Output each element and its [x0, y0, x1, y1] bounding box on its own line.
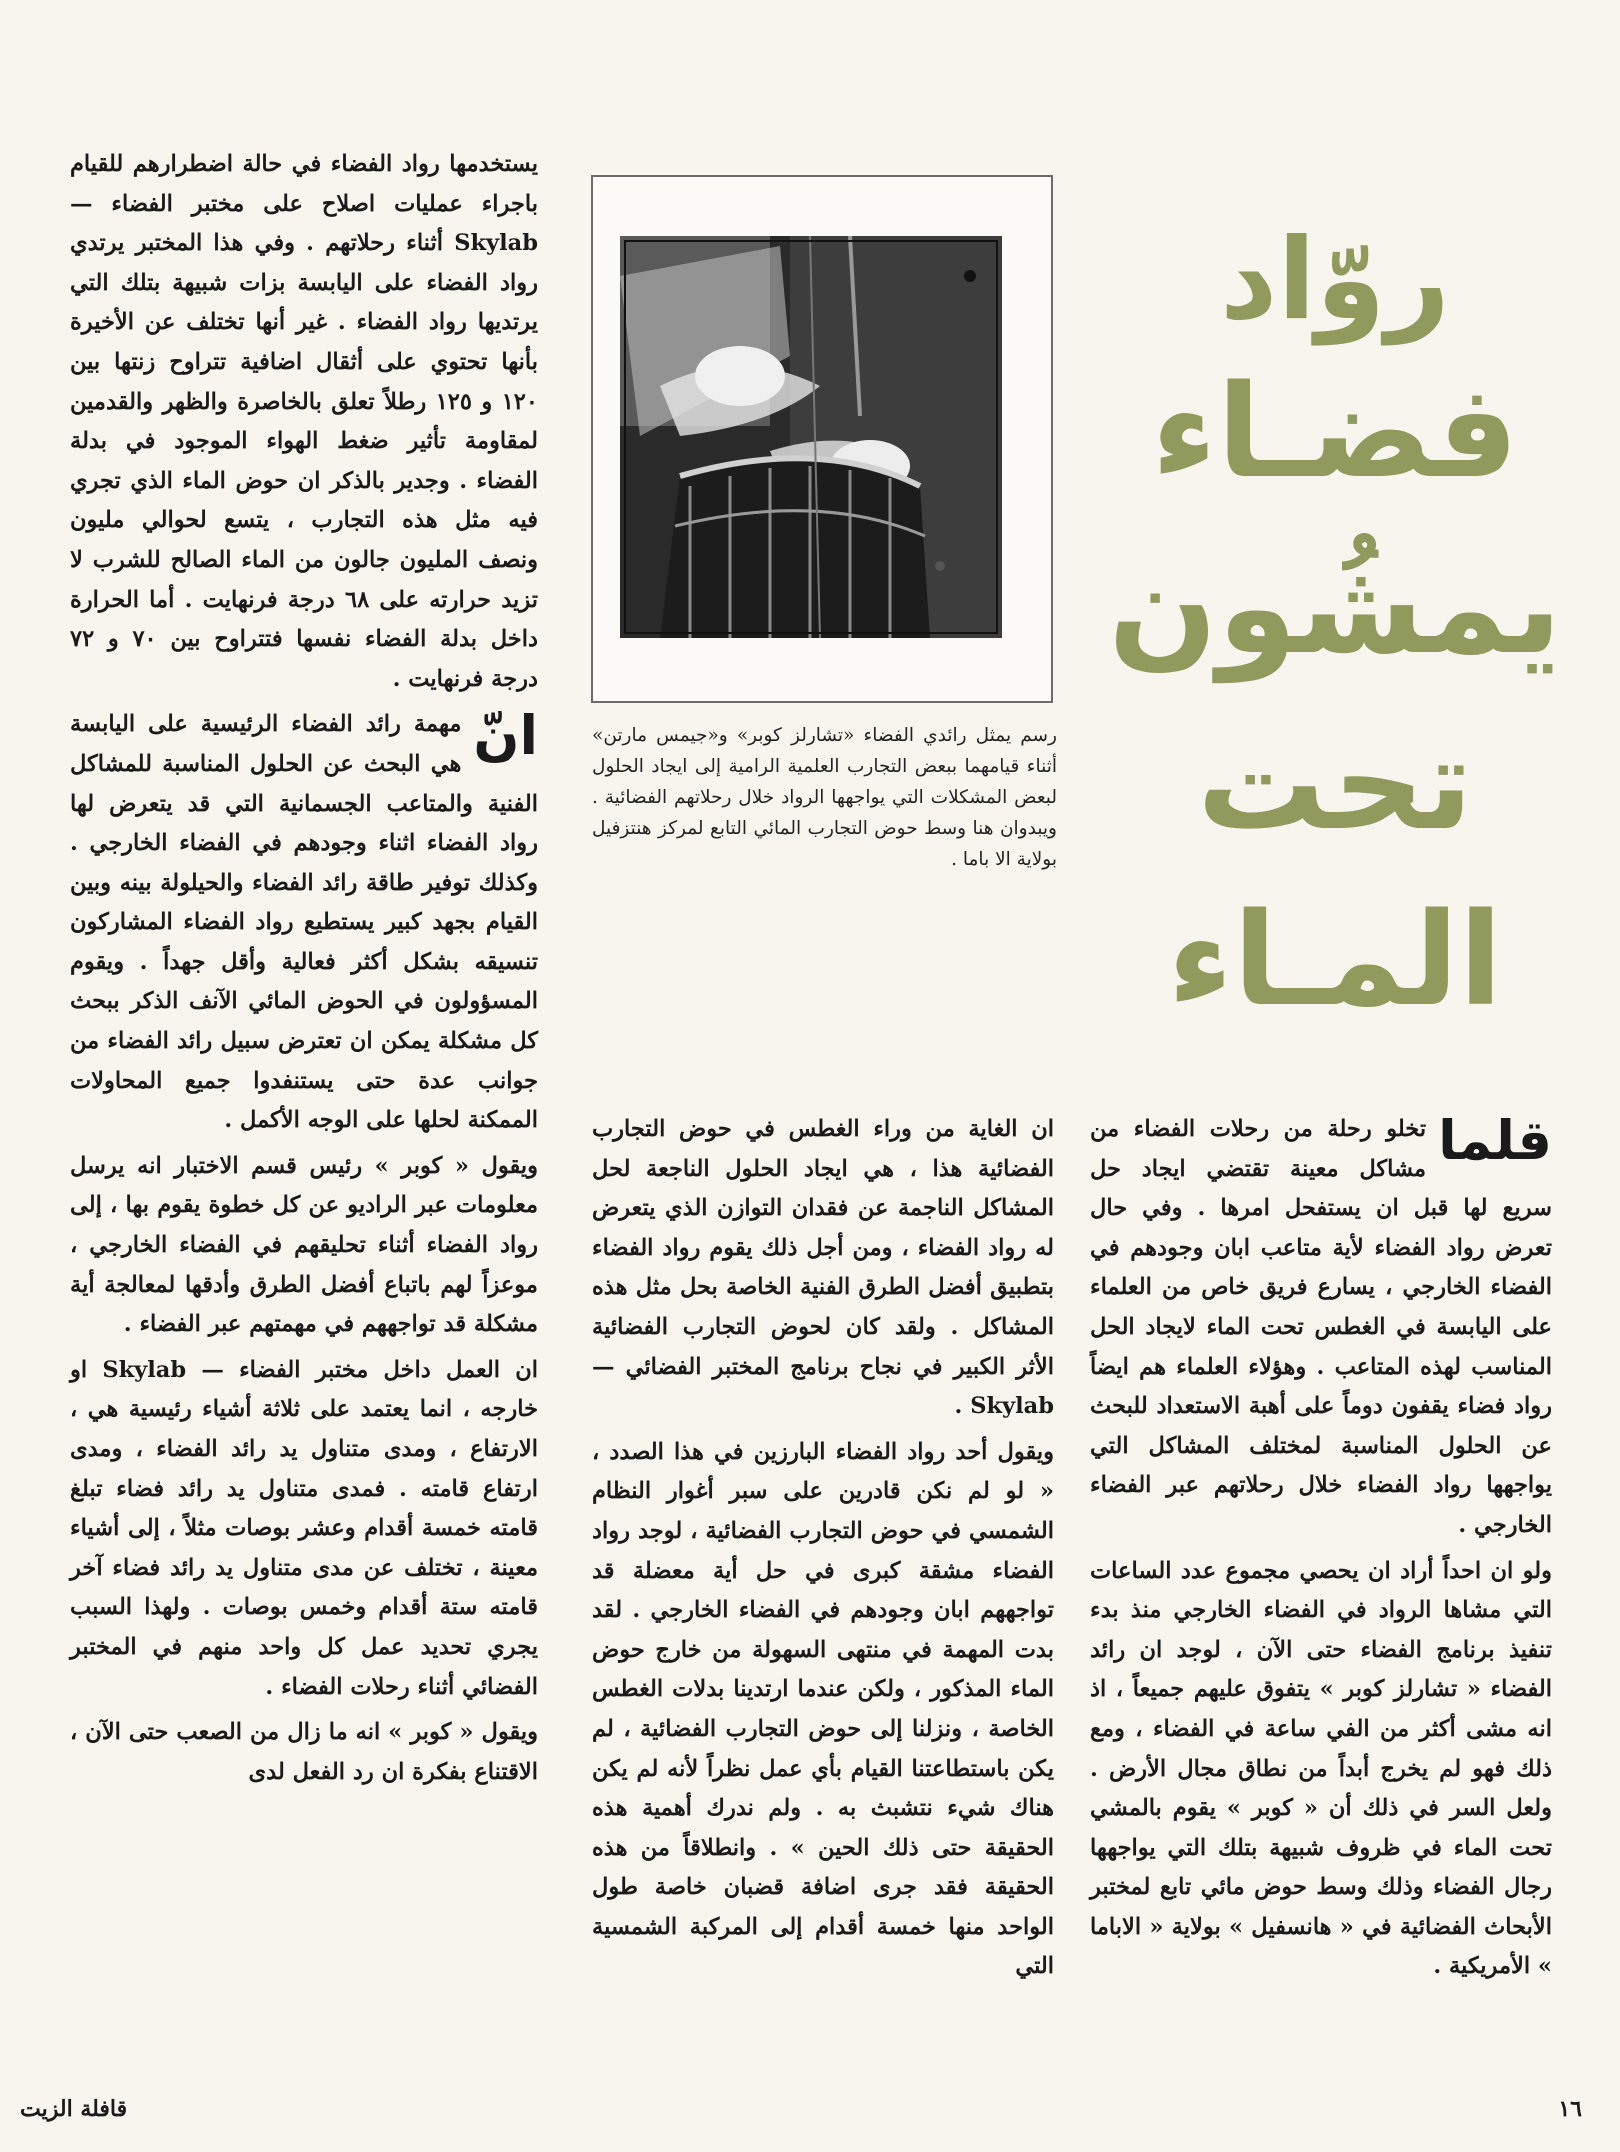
left-paragraph-4: ان العمل داخل مختبر الفضاء — Skylab او خارجه ، انما يعتمد على ثلاثة أشياء رئيسية هي ، الارتفاع ، ومدى متناول يد رائد الفضاء ، ومدى ارتفاع قامته . فمدى متناول يد رائد فضاء تبلغ قامته خمسة أقدام وعشر بوصات مثلاً ، إلى أشياء معينة ، تختلف عن مدى متناول يد رائد فضاء آخر قامته ستة أقدام وخمس بوصات . ولهذا السبب يجري تحديد عمل كل واحد منهم في المختبر الفضائي أثناء رحلات الفضاء . — [70, 1356, 538, 1700]
middle-paragraph-1: ان الغاية من وراء الغطس في حوض التجارب الفضائية هذا ، هي ايجاد الحلول الناجعة لحل المشاكل الناجمة عن فقدان التوازن الذي يتعرض له رواد الفضاء ، ومن أجل ذلك يقوم رواد الفضاء بتطبيق أفضل الطرق الفنية الخاصة بحل مثل هذه المشاكل . ولقد كان لحوض التجارب الفضائية الأثر الكبير في نجاح برنامج المختبر الفضائي — Skylab . — [592, 1116, 1054, 1420]
middle-paragraph-2: ويقول أحد رواد الفضاء البارزين في هذا الصدد ، « لو لم نكن قادرين على سبر أغوار النظام الشمسي في حوض التجارب الفضائية ، لوجد رواد الفضاء مشقة كبرى في حل أية معضلة قد تواجههم ابان وجودهم في الفضاء الخارجي . لقد بدت المهمة في منتهى السهولة من خارج حوض الماء المذكور ، ولكن عندما ارتدينا بدلات الغطس الخاصة ، ونزلنا إلى حوض التجارب الفضائية ، لم يكن باستطاعتنا القيام بأي عمل نظراً لأنه لم يكن هناك شيء نتشبث به . ولم ندرك أهمية هذه الحقيقة حتى ذلك الحين » . وانطلاقاً من هذه الحقيقة فقد جرى اضافة قضبان خاصة طول الواحد منها خمسة أقدام إلى المركبة الشمسية التي — [592, 1438, 1054, 1980]
middle-column — [592, 1110, 1054, 1993]
title-line-5: المـاء — [1167, 886, 1503, 1035]
figure-frame — [591, 175, 1053, 703]
right-paragraph-1-text: تخلو رحلة من رحلات الفضاء من مشاكل معينة تقتضي ايجاد حل سريع لها قبل ان يستفحل امرها . وفي حال تعرض رواد الفضاء لأية متاعب ابان وجودهم في الفضاء الخارجي ، يسارع فريق خاص من العلماء على اليابسة في الغطس تحت الماء لايجاد الحل المناسب لهذه المتاعب . وهؤلاء العلماء هم ايضاً رواد فضاء يقفون دوماً على أهبة الاستعداد للبحث عن الحلول المناسبة لمختلف المشاكل التي يواجهها رواد الفضاء خلال رحلاتهم عبر الفضاء الخارجي . — [1090, 1116, 1552, 1538]
magazine-name: قافلة الزيت — [20, 2096, 128, 2122]
title-line-2: فضـاء — [1151, 358, 1519, 507]
left-paragraph-2-text: مهمة رائد الفضاء الرئيسية على اليابسة هي البحث عن الحلول المناسبة للمشاكل الفنية والمتاعب الجسمانية التي قد يتعرض لها رواد الفضاء اثناء وجودهم في الفضاء الخارجي . وكذلك توفير طاقة رائد الفضاء والحيلولة بينه وبين القيام بجهد كبير يستطيع رواد الفضاء المشاركون تنسيقه بشكل أكثر فعالية وأقل جهداً . ويقوم المسؤولون في الحوض المائي الآنف الذكر ببحث كل مشكلة يمكن ان تعترض سبيل رائد الفضاء من جوانب عدة حتى يستنفدوا جميع المحاولات الممكنة لحلها على الوجه الأكمل . — [70, 711, 538, 1134]
title-line-1: روّاد — [1220, 215, 1450, 345]
left-column — [70, 145, 538, 1798]
dropcap-an: انّ — [473, 704, 538, 768]
title-line-4: تحت — [1197, 710, 1473, 859]
article-title — [1095, 215, 1575, 1049]
title-line-3: يمشُون — [1108, 534, 1562, 683]
right-column — [1090, 1110, 1552, 1993]
left-paragraph-5: ويقول « كوبر » انه ما زال من الصعب حتى الآن ، الاقتناع بفكرة ان رد الفعل لدى — [70, 1719, 538, 1785]
figure-caption: رسم يمثل رائدي الفضاء «تشارلز كوبر» و«جيمس مارتن» أثناء قيامهما ببعض التجارب العلمية الرامية إلى ايجاد الحلول لبعض المشكلات التي يواجهها الرواد خلال رحلاتهم الفضائية . ويبدوان هنا وسط حوض التجارب المائي التابع لمركز هنتزفيل بولاية الا باما . — [592, 725, 1057, 870]
left-paragraph-2 — [70, 705, 538, 1141]
page-number: ١٦ — [1558, 2096, 1582, 2122]
right-paragraph-1 — [1090, 1110, 1552, 1546]
astronauts-underwater-tank-illustration-icon — [620, 236, 1002, 638]
left-paragraph-1: يستخدمها رواد الفضاء في حالة اضطرارهم للقيام باجراء عمليات اصلاح على مختبر الفضاء — Skylab أثناء رحلاتهم . وفي هذا المختبر يرتدي رواد الفضاء على اليابسة بزات شبيهة بتلك التي يرتديها رواد الفضاء . غير أنها تختلف عن الأخيرة بأنها تحتوي على أثقال اضافية تتراوح زنتها بين ١٢٠ و ١٢٥ رطلاً تعلق بالخاصرة والظهر والقدمين لمقاومة تأثير ضغط الهواء الموجود في بدلة الفضاء . وجدير بالذكر ان حوض الماء الذي تجري فيه مثل هذه التجارب ، يتسع لحوالي مليون ونصف المليون جالون من الماء الصالح للشرب لا تزيد حرارته على ٦٨ درجة فرنهايت . أما الحرارة داخل بدلة الفضاء نفسها فتتراوح بين ٧٠ و ٧٢ درجة فرنهايت . — [70, 151, 538, 692]
right-paragraph-2: ولو ان احداً أراد ان يحصي مجموع عدد الساعات التي مشاها الرواد في الفضاء الخارجي منذ بدء تنفيذ برنامج الفضاء حتى الآن ، لوجد ان رائد الفضاء « تشارلز كوبر » يتفوق عليهم جميعاً ، اذ انه مشى أكثر من الفي ساعة في الفضاء ، ومع ذلك فهو لم يخرج أبداً من نطاق مجال الأرض . ولعل السر في ذلك أن « كوبر » يقوم بالمشي تحت الماء في ظروف شبيهة بتلك التي يواجهها رجال الفضاء وذلك وسط حوض مائي تابع لمختبر الأبحاث الفضائية في « هانسفيل » بولاية « الاباما » الأمريكية . — [1090, 1557, 1552, 1980]
dropcap-qallama: قلما — [1438, 1109, 1552, 1172]
left-paragraph-3: ويقول « كوبر » رئيس قسم الاختبار انه يرسل معلومات عبر الراديو عن كل خطوة يقوم بها ، إلى رواد الفضاء أثناء تحليقهم في الفضاء الخارجي ، موعزاً لهم باتباع أفضل الطرق وأدقها لمعالجة أية مشكلة قد تواجههم في مهمتهم عبر الفضاء . — [70, 1152, 538, 1338]
